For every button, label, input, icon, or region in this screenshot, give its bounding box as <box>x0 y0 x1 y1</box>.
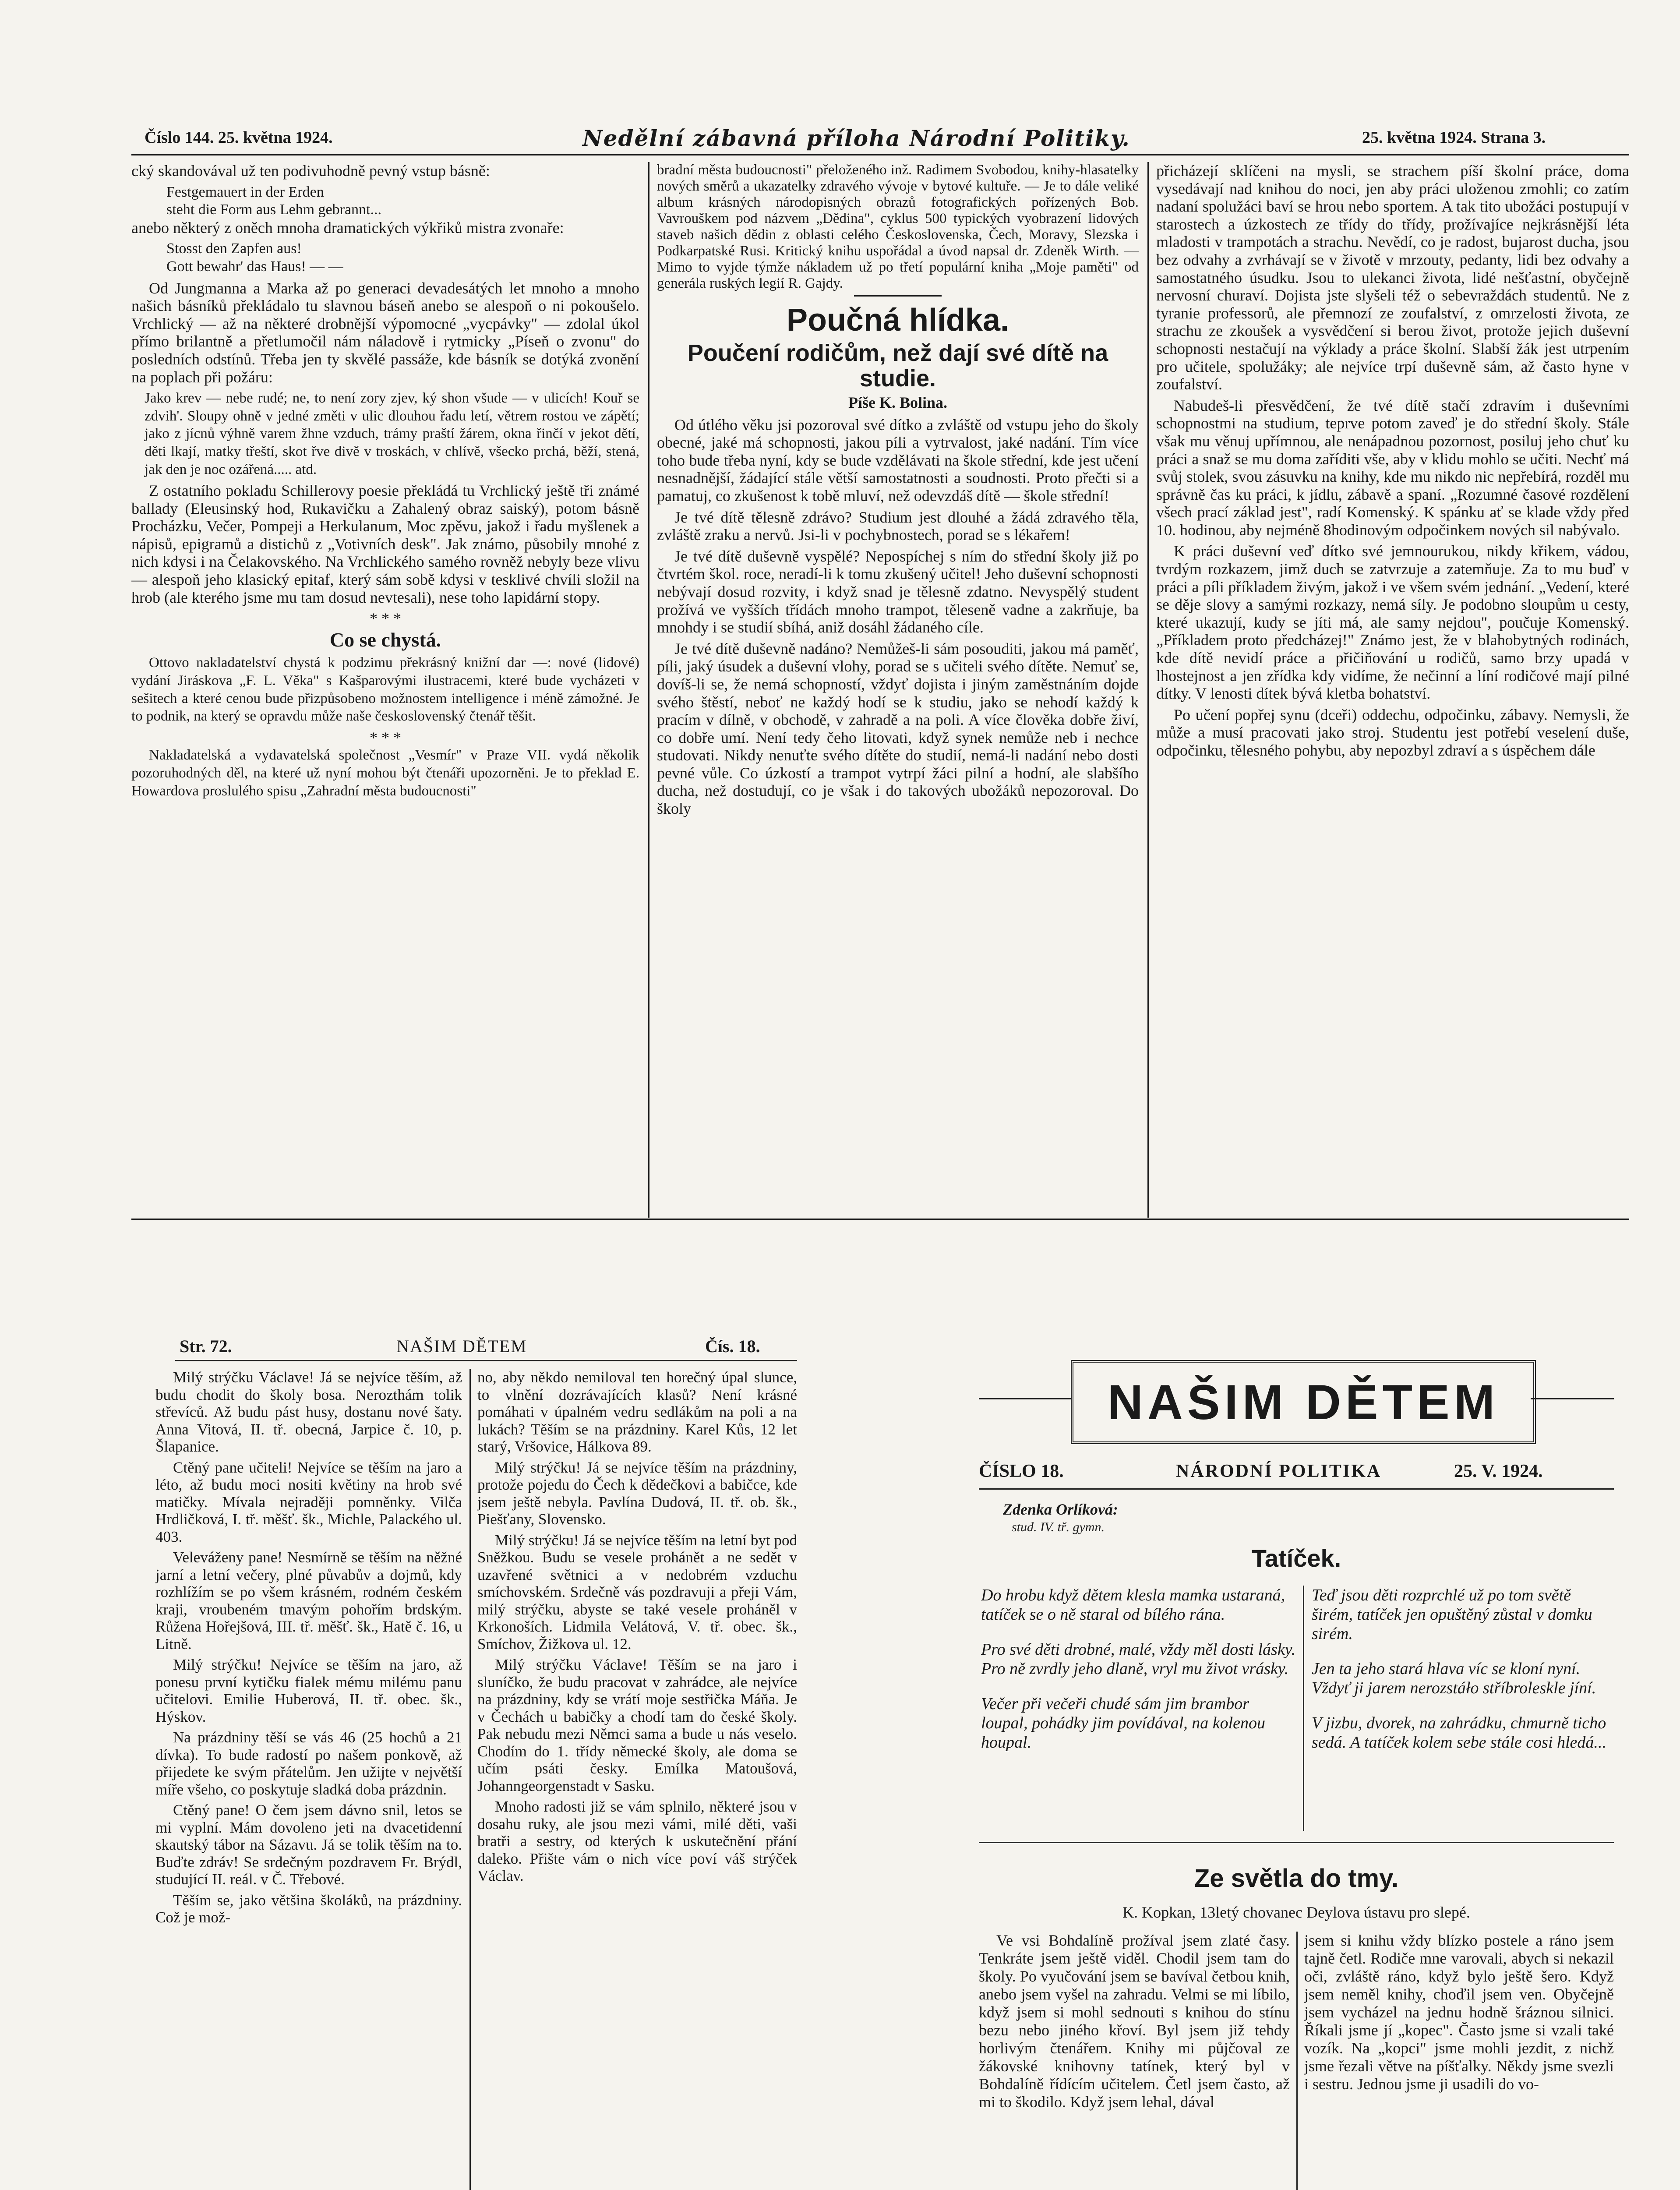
poem-author: Zdenka Orlíková: <box>1003 1501 1118 1518</box>
stanza: Jen ta jeho stará hlava víc se kloní nyní. Vždyť ji jarem nerozstáło stříbroleskle jíní. <box>1312 1660 1596 1697</box>
paragraph: přicházejí sklíčeni na mysli, se strachem píší školní práce, doma vysedávají nad knihou do noci, jen aby práci uloženou zmohli; co zatím nadaní spolužáci baví se hrou nebo sportem. A tak tito ubožáci postupují v starostech a úzkostech ze třídy do třídy, prožívajíce nejkrásnější léta mladosti v trampotách a strachu. Nevědí, co je radost, bujarost ducha, jsou bez odvahy a zvrhávají se v životě v mrzouty, pedanty, lidi bez odvahy a samostatného úsudku. Jsou to ulekanci života, lidé nešťastní, obyčejně nervosní churaví. Dojista jste slyšeli též o sebevraždách studentů. Ne z tyranie professorů, ale přemnozí ze zoufalství, z omrzelosti života, ze strachu ze zkoušek a vysvědčení si berou život, protože jejich duševní schopnosti nestačují na výklady a práce školní. Slabší žák jest utrpením pro učitele, spolužáky; ale nejvíce trpí duševně sám, až často hyne v zoufalství. <box>1156 162 1629 393</box>
quote-line: Stosst den Zapfen aus! <box>166 240 302 257</box>
poem-column-rule <box>1303 1586 1304 1831</box>
story-column-b <box>1304 1932 1614 2190</box>
bottom-left-header-center: NAŠIM DĚTEM <box>396 1336 527 1356</box>
top-header-left: Číslo 144. 25. května 1924. <box>145 128 333 147</box>
paragraph: Po učení popřej synu (dceři) oddechu, odpočinku, zábavy. Nemysli, že může a musí pracovati jako stroj. Studentu jest potřebí veselení duše, odpočinku, tělesného pohybu, aby nepozbyl zdraví a s úspěchem dále <box>1156 706 1629 759</box>
letter: Milý strýčku Václave! Těším se na jaro i sluníčko, že budu pracovat v zahrádce, ale nejvíce na prázdniny, kdy se vrátí moje sestřička Máňa. Je v Čechách u babičky a chodí tam do české školy. Pak nebudu mezi Němci sama a bude u nás veselo. Chodím do 1. třídy německé školy, ale doma se učím psáti česky. Emílka Matoušová, Johanngeorgenstadt v Sasku. <box>477 1656 797 1794</box>
paragraph: Ottovo nakladatelství chystá k podzimu překrásný knižní dar —: nové (lidové) vydání Jiráskova „F. L. Věka" s Kašparovými ilustracemi, které bude vycházeti v sešitech a které cenou bude přizpůsobeno možnostem intelligence i méně zámožné. Je to podnik, na který se opravdu může naše československý čtenář těšit. <box>131 655 639 724</box>
paragraph: cký skandovával už ten podivuhodně pevný vstup básně: <box>131 162 490 180</box>
story-column-rule <box>1296 1932 1298 2190</box>
masthead <box>1071 1360 1536 1444</box>
bottom-left-header-right: Čís. 18. <box>705 1336 760 1356</box>
poem-left-column <box>981 1586 1296 1831</box>
paragraph: bradní města budoucnosti" přeloženého inž. Radimem Svobodou, knihy-hlasatelky nových směrů a ukazatelky zdravého vývoje v bytové kultuře. — Je to dále veliké album krásných národopisných obrazů fotografických pořízených Bob. Vavrouškem pod názvem „Dědina", cyklus 500 typických vyobrazení lidových staveb našich dědin z oblasti celého Československa, Čech, Moravy, Slezska i Podkarpatské Rusi. Kritický knihu uspořádal a úvod napsal dr. Zdeněk Wirth. — Mimo to vyjde týmže nákladem už po třetí populární kniha „Moje paměti" od generála ruských legií R. Gajdy. <box>657 162 1139 291</box>
subline-rule <box>979 1488 1614 1490</box>
stanza: Večer při večeři chudé sám jim brambor loupal, pohádky jim povídával, na kolenou houpal. <box>981 1695 1266 1752</box>
letter: Ctěný pane! O čem jsem dávno snil, letos se mi vyplní. Mám dovoleno jeti na dvacetidenní skautský tábor na Sázavu. Já se tolik těším na to. Buďte zdráv! Se srdečným pozdravem Fr. Brýdl, studující II. reál. v Č. Třebové. <box>155 1801 462 1888</box>
story-title: Ze světla do tmy. <box>1194 1864 1399 1893</box>
stanza: V jizbu, dvorek, na zahrádku, chmurně ticho sedá. A tatíček kolem sebe stále cosi hledá... <box>1312 1714 1606 1752</box>
letter: Milý strýčku! Já se nejvíce těším na letní byt pod Sněžkou. Budu se vesele prohánět a ne sedět v uzavřené světnici a v nedobrém vzduchu smíchovském. Srdečně vás pozdravuji a přeji Vám, milý strýčku, abyste se také vesele proháněl v Krkonoších. Lidmila Velátová, V. tř. obec. šk., Smíchov, Žižkova ul. 12. <box>477 1531 797 1653</box>
section-title: Poučná hlídka. <box>786 303 1009 338</box>
quote-line: Gott bewahr' das Haus! — — <box>166 258 343 275</box>
column-rule <box>469 1369 471 2190</box>
paragraph: Od útlého věku jsi pozoroval své dítko a zvláště od vstupu jeho do školy obecné, jaké má schopnosti, jakou píli a vytrvalost, jaké nadání. Tím více toho bude třeba nyní, kdy se bude vzdělávati na škole střední, kde jest učení nesnadnější, žádající stále větší samostatnosti a soudnosti. Proto přečti si a pamatuj, co zkušenost k tobě mluví, než odevzdáš dítě — škole střední! <box>657 416 1139 505</box>
article-title: Poučení rodičům, než dají své dítě na studie. <box>687 340 1108 392</box>
quote-line: steht die Form aus Lehm gebrannt... <box>166 201 382 218</box>
story-byline: K. Kopkan, 13letý chovanec Deylova ústavu pro slepé. <box>1122 1904 1470 1921</box>
paragraph: anebo některý z oněch mnoha dramatických výkřiků mistra zvonaře: <box>131 219 564 237</box>
poem-title: Tatíček. <box>1251 1544 1341 1572</box>
paragraph: Ve vsi Bohdalíně prožíval jsem zlaté časy. Tenkráte jsem ještě viděl. Chodil jsem tam do školy. Po vyučování jsem se bavíval četbou knih, anebo jsem vyšel na zahradu. Velmi se mi líbilo, když jsem si mohl sednouti s knihou do stínu bezu nebo jiného křoví. Byl jsem již tehdy horlivým čtenářem. Knihy mi půjčoval ze žákovské knihovny tatínek, který byl v Bohdalíně řídícím učitelem. Četl jsem často, až mi to škodilo. Když jsem lehal, dával <box>979 1932 1290 2111</box>
bottom-left-column-b <box>477 1369 797 2190</box>
story-column-a <box>979 1932 1290 2190</box>
poem-author-note: stud. IV. tř. gymn. <box>1012 1520 1105 1534</box>
paragraph: jsem si knihu vždy blízko postele a ráno jsem tajně četl. Rodiče mne varovali, abych si nekazil oči, zvláště ráno, když bylo ještě šero. Když jsem neměl knihy, choďil jsem ven. Obyčejně jsem vycházel na jednu hodně šráznou silnici. Říkali jsme jí „kopec". Často jsme si vzali také vozík. Na „kopci" jsme mohli jezdit, z nichž jsme řezali větve na píšťalky. Někdy jsme svezli i sestru. Jednou jsme ji usadili do vo- <box>1304 1932 1614 2093</box>
masthead-title: NAŠIM DĚTEM <box>1108 1374 1499 1430</box>
stars-divider: * * * <box>370 610 401 628</box>
top-column-3 <box>1156 162 1629 1218</box>
top-column-2 <box>657 162 1139 1218</box>
top-header-right: 25. května 1924. Strana 3. <box>1362 128 1546 147</box>
issue-number: ČÍSLO 18. <box>979 1461 1064 1481</box>
letter: Těším se, jako většina školáků, na prázdniny. Což je mož- <box>155 1891 462 1926</box>
paragraph: Je tvé dítě tělesně zdrávo? Studium jest dlouhé a žádá zdravého těla, zvláště zraku a nervů. Jsi-li v pochybnostech, porad se s lékařem! <box>657 508 1139 544</box>
paragraph: Od Jungmanna a Marka až po generaci devadesátých let mnoho a mnoho našich básníků překládalo tu slavnou báseň anebo se alespoň o ni pokoušelo. Vrchlický — až na některé drobnější výpomocné „vycpávky" — zdolal úkol přímo brilantně a přetlumočil nám náladově i rytmicky „Píseň o zvonu" do posledních odstínů. Třeba jen ty skvělé passáže, kde básník se dotýká zvonění na poplach při požáru: <box>131 279 639 386</box>
paragraph: Nakladatelská a vydavatelská společnost „Vesmír" v Praze VII. vydá několik pozoruhodných děl, na které už nyní mohou být čtenáři upozorněni. Je to překlad E. Howardova proslulého spisu „Zahradní města budoucnosti" <box>131 747 639 799</box>
divider <box>854 295 942 297</box>
german-quote-2 <box>131 240 639 276</box>
german-quote-1 <box>131 184 639 219</box>
stanza: Teď jsou děti rozprchlé už po tom světě širém, tatíček jen opuštěný zůstal v domku sirém. <box>1312 1586 1592 1643</box>
quote-line: Festgemauert in der Erden <box>166 184 324 200</box>
paragraph: Nabudeš-li přesvědčení, že tvé dítě stačí zdravím i duševními schopnostmi na studium, teprve potom zaveď je do střední školy. Stále však mu věnuj upřímnou, ale nenápadnou pozornost, posiluj jeho chuť ku práci a snaž se mu doma zaříditi vše, aby v klidu mohlo se učiti. Nechť má svůj stolek, svou zásuvku na knihy, kde mu nikdo nic nepřebírá, rozděl mu správně čas ku práci, k jídlu, zábavě a spaní. „Rozumné časové rozdělení všech prací základ jest", radí Komenský. K spánku ať se klade vždy před 10. hodinou, aby nejméně 8hodinovým odpočinkem nových sil nabývalo. <box>1156 396 1629 539</box>
issue-date: 25. V. 1924. <box>1454 1461 1543 1481</box>
letter: no, aby někdo nemiloval ten horečný úpal slunce, to vlnění dozrávajících klasů? Není krásné pomáhati v úpalném vedru sedlákům na poli a na lukách? Těším se na prázdniny. Karel Kůs, 12 let starý, Vršovice, Hálkova 89. <box>477 1369 797 1455</box>
letter: Milý strýčku Václave! Já se nejvíce těším, až budu chodit do školy bosa. Nerozthám tolik střevíců. Až budu pást husy, dostanu nové šaty. Anna Vitová, II. tř. obecná, Jarpice č. 10, p. Šlapanice. <box>155 1369 462 1455</box>
section-heading: Co se chystá. <box>329 628 441 651</box>
paragraph: Z ostatního pokladu Schillerovy poesie překládá tu Vrchlický ještě tři známé ballady (Eleusinský hod, Rukavičku a Zahalený obraz saiský), potom básně Procházku, Večer, Pompeji a Herkulanum, Moc zpěvu, jakož i řadu myšlenek a nápisů, epigramů a distichů z „Votivních desk". Jak známo, působily mnohé z nich kdysi i na Čelakovského. Na Vrchlického samého rovněž nebyly beze vlivu — alespoň jeho klasický epitaf, který sám sobě kdysi v tesklivé chvíli složil na hrob (ale kterého jsme mu tam dosud nevtesali), nese toho lapidární stopy. <box>131 482 639 606</box>
poem-bottom-rule <box>979 1842 1614 1843</box>
column-rule <box>648 162 649 1218</box>
letter: Milý strýčku! Já se nejvíce těším na prázdniny, protože pojedu do Čech k dědečkovi a babičce, kde jsem ještě nebyla. Pavlína Dudová, II. tř. ob. šk., Piešťany, Slovensko. <box>477 1459 797 1528</box>
paragraph: Je tvé dítě duševně vyspělé? Nepospíchej s ním do střední školy již po čtvrtém škol. roce, neradí-li k tomu zkušený učitel! Jeho duševní schopnosti nebývají dosud rozvity, i když snad je tělesně zdatno. Nevyspělý student prožívá ve vyšších třídách mnoho trampot, těleseně vadne a zakrňuje, ba mnohdy i se studií sbíhá, aniž dosáhl žádaného cíle. <box>657 547 1139 636</box>
stars-divider: * * * <box>370 728 401 746</box>
masthead-rule-left <box>979 1398 1071 1399</box>
letter: Ctěný pane učiteli! Nejvíce se těším na jaro a léto, až budu moci nositi květiny na hrob své matičky. Mívala nejraději pomněnky. Vilča Hrdličková, I. tř. měšť. šk., Michle, Palackého ul. 403. <box>155 1459 462 1545</box>
top-page-bottom-rule <box>131 1219 1629 1220</box>
top-header-rule <box>131 154 1629 155</box>
bottom-left-header-rule <box>175 1360 797 1361</box>
bottom-left-column-a <box>155 1369 462 2190</box>
paragraph: K práci duševní veď dítko své jemnourukou, nikdy křikem, vádou, tvrdým rozkazem, jimž duch se zatvrzuje a zatemňuje. Za to mu buď v práci a píli příkladem živým, jakož i ve všem svém jednání. „Vedení, které se děje slovy a samými rozkazy, nemá síly. Je podobno sloupům u cesty, které ukazují, kudy se jíti má, ale samy nejdou", poučuje Komenský. „Příkladem proto předcházej!" Známo jest, že v blahobytných rodinách, kde dítě nevidí práce a přičiňování u rodičů, samo brzy upadá v lhostejnost a jen zřídka kdy vidíme, že nečinní a líní rodičové mají pilné dítky. V lenosti dítek bývá kletba bohatství. <box>1156 542 1629 703</box>
stanza: Do hrobu když dětem klesla mamka ustaraná, tatíček se o ně staral od bílého rána. <box>981 1586 1285 1624</box>
top-header-center: Nedělní zábavná příloha Národní Politiky. <box>582 125 1130 151</box>
publication-name: NÁRODNÍ POLITIKA <box>1176 1461 1382 1481</box>
top-column-1 <box>131 162 639 1218</box>
letter: Veleváženy pane! Nesmírně se těším na něžné jarní a letní večery, plné půvabův a dojmů, kdy rozhlížím se po všem krásném, rodném českém kraji, vroubeném tmavým pohořím brdským. Růžena Hořejšová, III. tř. měšť. šk., Hatě č. 16, u Litně. <box>155 1549 462 1653</box>
letter: Milý strýčku! Nejvíce se těším na jaro, až ponesu první kytičku fialek mému milému panu učitelovi. Emilie Huberová, II. tř. obec. šk., Hýskov. <box>155 1656 462 1725</box>
masthead-rule-right <box>1531 1398 1614 1399</box>
letter: Na prázdniny těší se vás 46 (25 hochů a 21 dívka). To bude radostí po našem ponkově, až přijedete ke svým přátelům. Jen užijte v největší míře všeho, co poskytuje sladká doba prázdnin. <box>155 1729 462 1798</box>
verse: Jako krev — nebe rudé; ne, to není zory zjev, ký shon všude — v ulicích! Kouř se zdvih'. Sloupy ohně v jedné změti v ulic dlouhou řadu letí, větrem rostou ve zápětí; jako z jícnů výhně varem žhne vzduch, trámy praští žárem, okna řinčí v jekot dětí, děti lkají, matky třeští, skot řve divě v troskách, v chlívě, všecko prchá, běží, stená, jak den je noc ozářená..... atd. <box>145 390 639 477</box>
byline: Píše K. Bolina. <box>848 394 948 411</box>
letter: Mnoho radosti již se vám splnilo, některé jsou v dosahu ruky, ale jsou mezi vámi, milé děti, vaši bratři a sestry, od kterých k uskutečnění přání daleko. Přište vám o nich více poví váš strýček Václav. <box>477 1798 797 1884</box>
column-rule <box>1147 162 1149 1218</box>
poem-right-column <box>1312 1586 1614 1831</box>
stanza: Pro své děti drobné, malé, vždy měl dosti lásky. Pro ně zvrdly jeho dlaně, vryl mu život vrásky. <box>981 1640 1295 1678</box>
bottom-left-header-left: Str. 72. <box>180 1336 232 1356</box>
paragraph: Je tvé dítě duševně nadáno? Nemůžeš-li sám posouditi, jakou má paměť, píli, jaký úsudek a duševní vlohy, porad se s učiteli svého dítěte. Nemuť se, dovíš-li se, že nemá schopností, vždyť dojista i jiným zaměstnáním dojde svého štěstí, neboť ne každý hodí se k studiu, jako se nehodí každý k pracím v dílně, v obchodě, v zahradě a na poli. A více člověka dobře živí, co dobře umí. Není tedy čeho litovati, když synek nemůže neb i nechce studovati. Nikdy nenuťte svého dítěte do studií, nemá-li nadání nebo dosti pevné vůle. Co úzkostí a trampot vytrpí žáci pilní a hodní, ale slabšího ducha, než dostudují, co je však i do takových ubožáků nepozoroval. Do školy <box>657 639 1139 818</box>
